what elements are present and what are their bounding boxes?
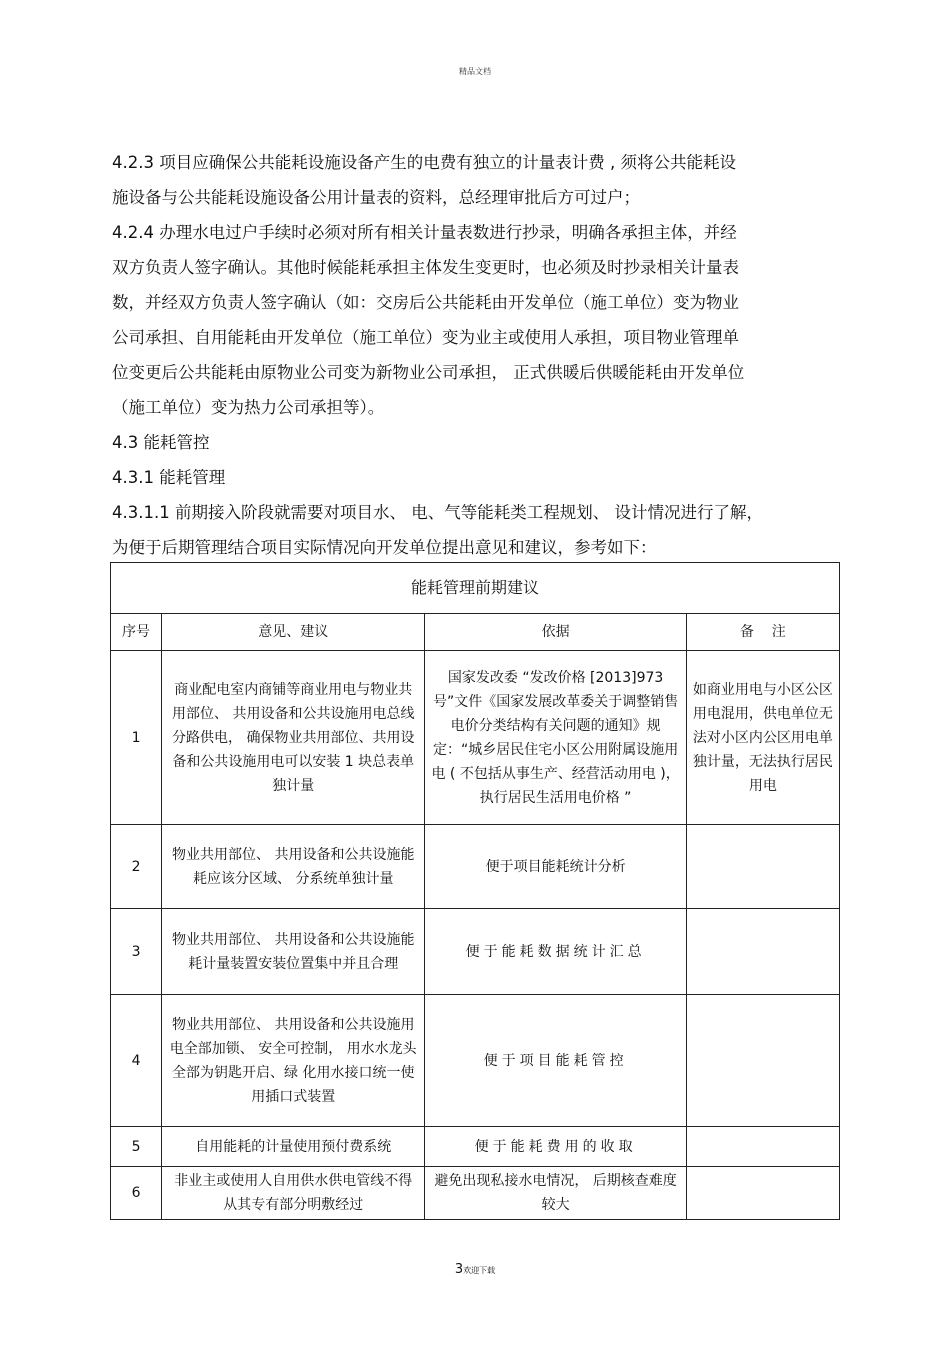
paragraph-4-2-4-line: 数，并经双方负责人签字确认（如：交房后公共能耗由开发单位（施工单位）变为物业 <box>112 293 739 312</box>
paragraph-4-2-4-line: 公司承担、自用能耗由开发单位（施工单位）变为业主或使用人承担，项目物业管理单 <box>112 328 739 347</box>
row-basis: 便于能耗费用的收取 <box>425 1127 686 1167</box>
row-opinion: 自用能耗的计量使用预付费系统 <box>162 1127 425 1167</box>
row-basis: 便于能耗数据统计汇总 <box>425 909 686 995</box>
page-footer <box>0 1262 950 1277</box>
row-number: 3 <box>111 909 162 995</box>
header-basis: 依据 <box>425 614 686 651</box>
table-row <box>111 1167 840 1220</box>
header-opinion: 意见、建议 <box>162 614 425 651</box>
section-heading-4-3: 4.3 能耗管控 <box>112 433 210 452</box>
row-opinion: 商业配电室内商铺等商业用电与物业共用部位、 共用设备和公共设施用电总线分路供电， 确保物业共用部位、共用设备和公共设施用电可以安装 1 块总表单独计量 <box>162 651 425 825</box>
table-title: 能耗管理前期建议 <box>111 563 840 614</box>
header-number: 序号 <box>111 614 162 651</box>
row-opinion: 非业主或使用人自用供水供电管线不得从其专有部分明敷经过 <box>162 1167 425 1220</box>
paragraph-4-3-1-1-line: 4.3.1.1 前期接入阶段就需要对项目水、 电、气等能耗类工程规划、 设计情况进行了解， <box>112 503 763 522</box>
table-header-row <box>111 614 840 651</box>
energy-advice-table <box>110 562 840 1220</box>
table-row <box>111 1127 840 1167</box>
row-remark <box>686 1127 839 1167</box>
row-number: 2 <box>111 825 162 909</box>
page-header: 精品文档 <box>459 67 491 76</box>
row-basis: 避免出现私接水电情况， 后期核查难度较大 <box>425 1167 686 1220</box>
row-opinion: 物业共用部位、 共用设备和公共设施用电全部加锁、 安全可控制， 用水水龙头全部为钥匙开启、绿 化用水接口统一使用插口式装置 <box>162 995 425 1127</box>
paragraph-4-2-4-line: 双方负责人签字确认。其他时候能耗承担主体发生变更时，也必须及时抄录相关计量表 <box>112 258 739 277</box>
paragraph-4-2-3-line: 4.2.3 项目应确保公共能耗设施设备产生的电费有独立的计量表计费 , 须将公共能耗设 <box>112 153 736 172</box>
paragraph-4-2-4-line: 4.2.4 办理水电过户手续时必须对所有相关计量表数进行抄录，明确各承担主体，并经 <box>112 223 737 242</box>
table-row <box>111 995 840 1127</box>
row-remark <box>686 825 839 909</box>
row-opinion: 物业共用部位、 共用设备和公共设施能耗计量装置安装位置集中并且合理 <box>162 909 425 995</box>
section-heading-4-3-1: 4.3.1 能耗管理 <box>112 468 226 487</box>
body-text <box>112 145 842 565</box>
paragraph-4-2-4-line: 位变更后公共能耗由原物业公司变为新物业公司承担， 正式供暖后供暖能耗由开发单位 <box>112 363 745 382</box>
row-opinion: 物业共用部位、 共用设备和公共设施能耗应该分区域、 分系统单独计量 <box>162 825 425 909</box>
row-basis: 便于项目能耗管控 <box>425 995 686 1127</box>
row-remark <box>686 909 839 995</box>
row-number: 4 <box>111 995 162 1127</box>
row-number: 6 <box>111 1167 162 1220</box>
paragraph-4-3-1-1-line: 为便于后期管理结合项目实际情况向开发单位提出意见和建议，参考如下： <box>112 538 657 557</box>
row-basis: 便于项目能耗统计分析 <box>425 825 686 909</box>
row-remark: 如商业用电与小区公区用电混用，供电单位无法对小区内公区用电单独计量，无法执行居民用电 <box>686 651 839 825</box>
row-number: 5 <box>111 1127 162 1167</box>
table-row <box>111 909 840 995</box>
row-remark <box>686 995 839 1127</box>
paragraph-4-2-4-line: （施工单位）变为热力公司承担等）。 <box>112 398 385 417</box>
row-number: 1 <box>111 651 162 825</box>
row-basis: 国家发改委 “发改价格 [2013]973 号”文件《国家发展改革委关于调整销售电价分类结构有关问题的通知》规定：“城乡居民住宅小区公用附属设施用电 ( 不包括从事生产、经营活动用电 )，执行居民生活用电价格 ” <box>425 651 686 825</box>
row-remark <box>686 1167 839 1220</box>
footer-text: 欢迎下载 <box>463 1266 496 1275</box>
table-row <box>111 651 840 825</box>
page-number: 3 <box>454 1262 464 1277</box>
paragraph-4-2-3-line: 施设备与公共能耗设施设备公用计量表的资料，总经理审批后方可过户； <box>112 188 640 207</box>
table-row <box>111 825 840 909</box>
header-remark: 备 注 <box>686 614 839 651</box>
